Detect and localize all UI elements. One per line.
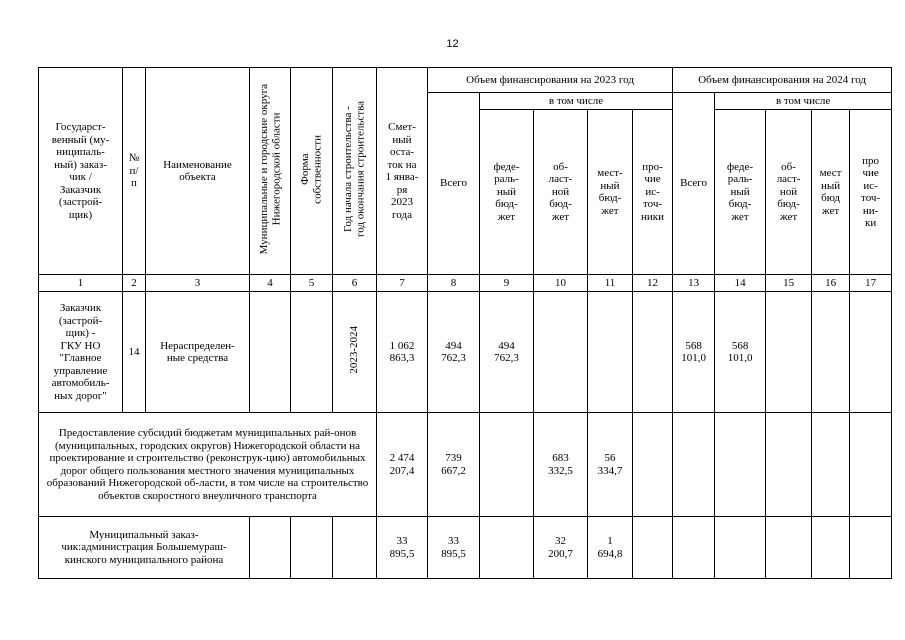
column-number: 5	[291, 275, 333, 292]
header-municipalities-cell	[250, 68, 291, 275]
row3-regional-2024	[766, 517, 812, 579]
header-municipalities: Муниципальные и городские округа Нижегородской области	[257, 84, 282, 255]
column-number: 6	[333, 275, 377, 292]
row1-balance: 1 062 863,3	[377, 292, 428, 413]
row1-customer: Заказчик (застрой- щик) - ГКУ НО "Главное управление автомобиль- ных дорог"	[39, 292, 123, 413]
column-number: 2	[123, 275, 146, 292]
header-including-2023: в том числе	[480, 93, 673, 110]
row1-federal-2023: 494 762,3	[480, 292, 534, 413]
table-row	[39, 517, 892, 579]
header-local-2023: мест- ный бюд- жет	[588, 110, 633, 275]
header-row-number: № п/ п	[123, 68, 146, 275]
row1-other-2023	[633, 292, 673, 413]
row2-regional-2024	[766, 413, 812, 517]
column-number: 1	[39, 275, 123, 292]
row3-total-2024	[673, 517, 715, 579]
header-other-2024: про чие ис- точ- ни- ки	[850, 110, 892, 275]
row3-customer: Муниципальный заказ- чик:администрация Большемураш- кинского муниципального района	[39, 517, 250, 579]
row1-total-2023: 494 762,3	[428, 292, 480, 413]
row2-total-2024	[673, 413, 715, 517]
column-number: 10	[534, 275, 588, 292]
row1-ownership	[291, 292, 333, 413]
financing-table	[38, 67, 892, 579]
row3-municipalities	[250, 517, 291, 579]
column-numbers-row	[39, 275, 892, 292]
row2-federal-2023	[480, 413, 534, 517]
header-including-2024: в том числе	[715, 93, 892, 110]
row3-total-2023: 33 895,5	[428, 517, 480, 579]
column-number: 4	[250, 275, 291, 292]
header-local-2024: мест ный бюд жет	[812, 110, 850, 275]
header-ownership: Форма собственности	[299, 134, 324, 204]
row3-local-2023: 1 694,8	[588, 517, 633, 579]
header-ownership-cell	[291, 68, 333, 275]
row1-number: 14	[123, 292, 146, 413]
header-customer: Государст- венный (му- ниципаль- ный) заказ- чик / Заказчик (застрой- щик)	[39, 68, 123, 275]
row3-local-2024	[812, 517, 850, 579]
column-number: 7	[377, 275, 428, 292]
page-number: 12	[446, 38, 459, 50]
header-regional-2023: об- ласт- ной бюд- жет	[534, 110, 588, 275]
column-number: 17	[850, 275, 892, 292]
row3-federal-2024	[715, 517, 766, 579]
header-financing-2023: Объем финансирования на 2023 год	[428, 68, 673, 93]
row1-total-2024: 568 101,0	[673, 292, 715, 413]
header-regional-2024: об- ласт- ной бюд- жет	[766, 110, 812, 275]
row1-federal-2024: 568 101,0	[715, 292, 766, 413]
header-estimated-balance: Смет- ный остa- ток на 1 янва- ря 2023 года	[377, 68, 428, 275]
table-row	[39, 292, 892, 413]
column-number: 3	[146, 275, 250, 292]
row2-balance: 2 474 207,4	[377, 413, 428, 517]
row2-other-2023	[633, 413, 673, 517]
row1-years: 2023-2024	[348, 326, 361, 375]
row2-local-2024	[812, 413, 850, 517]
header-years-cell	[333, 68, 377, 275]
column-number: 16	[812, 275, 850, 292]
header-object-name: Наименование объекта	[146, 68, 250, 275]
column-number: 15	[766, 275, 812, 292]
row2-regional-2023: 683 332,5	[534, 413, 588, 517]
table-row	[39, 413, 892, 517]
row1-municipalities	[250, 292, 291, 413]
row2-federal-2024	[715, 413, 766, 517]
row1-local-2024	[812, 292, 850, 413]
row1-regional-2023	[534, 292, 588, 413]
header-federal-2023: феде- раль- ный бюд- жет	[480, 110, 534, 275]
row3-other-2024	[850, 517, 892, 579]
row3-regional-2023: 32 200,7	[534, 517, 588, 579]
column-number: 14	[715, 275, 766, 292]
header-total-2023: Всего	[428, 93, 480, 275]
row3-ownership	[291, 517, 333, 579]
header-years: Год начала строительства - год окончания строительства	[342, 101, 367, 238]
row2-total-2023: 739 667,2	[428, 413, 480, 517]
row2-local-2023: 56 334,7	[588, 413, 633, 517]
row1-other-2024	[850, 292, 892, 413]
header-federal-2024: феде- раль- ный бюд- жет	[715, 110, 766, 275]
header-other-2023: про- чие ис- точ- ники	[633, 110, 673, 275]
row1-years-cell	[333, 292, 377, 413]
row3-federal-2023	[480, 517, 534, 579]
row1-object-name: Нераспределен- ные средства	[146, 292, 250, 413]
column-number: 13	[673, 275, 715, 292]
row1-local-2023	[588, 292, 633, 413]
column-number: 11	[588, 275, 633, 292]
row2-other-2024	[850, 413, 892, 517]
row3-balance: 33 895,5	[377, 517, 428, 579]
header-financing-2024: Объем финансирования на 2024 год	[673, 68, 892, 93]
row3-other-2023	[633, 517, 673, 579]
column-number: 8	[428, 275, 480, 292]
row2-description: Предоставление субсидий бюджетам муниципальных рай-онов (муниципальных, городских округов) Нижегородской области на проектирование и строительство (реконструк-цию) автомобильных дорог общего пользования местного значения муниципальных образований Нижегородской об-ласти, в том числе на строительство объектов скоростного внеуличного транспорта	[39, 413, 377, 517]
row3-years	[333, 517, 377, 579]
column-number: 9	[480, 275, 534, 292]
row1-regional-2024	[766, 292, 812, 413]
column-number: 12	[633, 275, 673, 292]
header-total-2024: Всего	[673, 93, 715, 275]
